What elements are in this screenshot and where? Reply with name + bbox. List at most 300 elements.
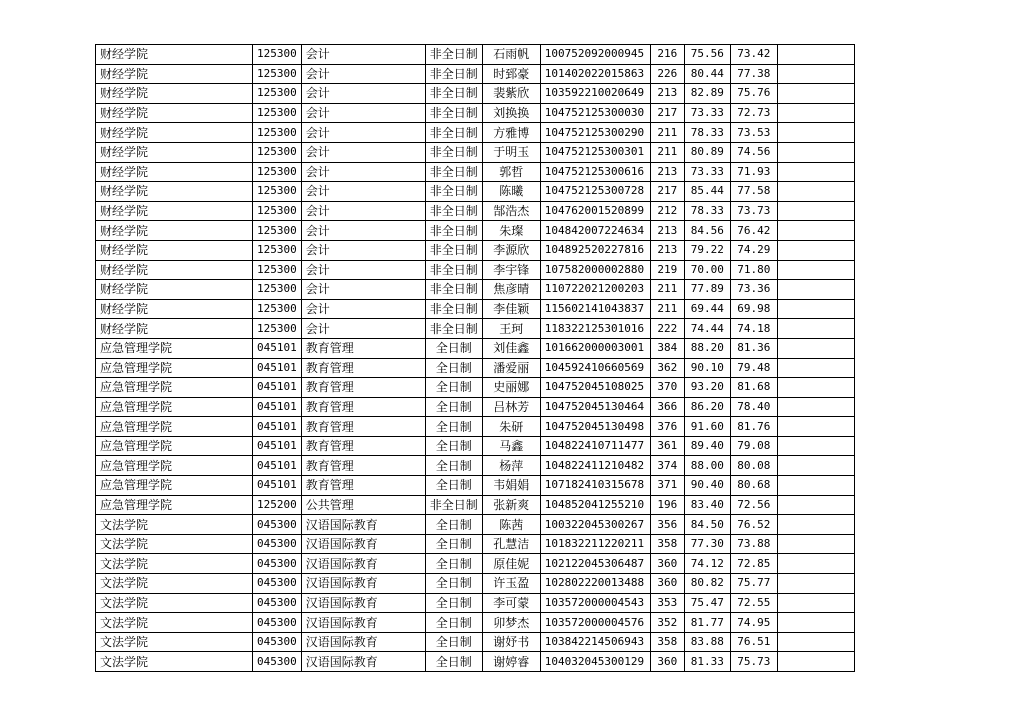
major-name-cell: 会计: [301, 103, 425, 123]
college-cell: 财经学院: [96, 45, 253, 65]
student-name-cell: 卯梦杰: [482, 613, 540, 633]
remark-cell: [777, 456, 854, 476]
initial-score-cell: 374: [650, 456, 684, 476]
remark-cell: [777, 123, 854, 143]
table-row: [96, 476, 855, 496]
interview-score-cell: 81.33: [684, 652, 730, 672]
major-code-cell: 125200: [253, 495, 302, 515]
study-mode-cell: 非全日制: [425, 319, 482, 339]
exam-id-cell: 104752125300030: [540, 103, 650, 123]
interview-score-cell: 91.60: [684, 417, 730, 437]
major-code-cell: 125300: [253, 319, 302, 339]
college-cell: 应急管理学院: [96, 378, 253, 398]
major-code-cell: 045300: [253, 593, 302, 613]
study-mode-cell: 全日制: [425, 515, 482, 535]
exam-id-cell: 104752045130464: [540, 397, 650, 417]
exam-id-cell: 101832211220211: [540, 534, 650, 554]
study-mode-cell: 非全日制: [425, 240, 482, 260]
exam-id-cell: 104032045300129: [540, 652, 650, 672]
exam-id-cell: 101402022015863: [540, 64, 650, 84]
table-row: [96, 436, 855, 456]
major-code-cell: 125300: [253, 103, 302, 123]
initial-score-cell: 371: [650, 476, 684, 496]
student-name-cell: 石雨帆: [482, 45, 540, 65]
table-row: [96, 515, 855, 535]
table-row: [96, 632, 855, 652]
major-code-cell: 045300: [253, 632, 302, 652]
remark-cell: [777, 495, 854, 515]
exam-id-cell: 104752125300728: [540, 182, 650, 202]
initial-score-cell: 352: [650, 613, 684, 633]
interview-score-cell: 86.20: [684, 397, 730, 417]
major-name-cell: 汉语国际教育: [301, 632, 425, 652]
remark-cell: [777, 260, 854, 280]
major-code-cell: 125300: [253, 142, 302, 162]
interview-score-cell: 93.20: [684, 378, 730, 398]
major-name-cell: 会计: [301, 45, 425, 65]
study-mode-cell: 非全日制: [425, 299, 482, 319]
major-name-cell: 教育管理: [301, 378, 425, 398]
table-row: [96, 397, 855, 417]
study-mode-cell: 全日制: [425, 358, 482, 378]
study-mode-cell: 非全日制: [425, 182, 482, 202]
major-name-cell: 教育管理: [301, 358, 425, 378]
remark-cell: [777, 574, 854, 594]
initial-score-cell: 384: [650, 338, 684, 358]
interview-score-cell: 90.40: [684, 476, 730, 496]
remark-cell: [777, 299, 854, 319]
major-name-cell: 会计: [301, 221, 425, 241]
major-code-cell: 125300: [253, 64, 302, 84]
table-row: [96, 554, 855, 574]
total-score-cell: 73.88: [730, 534, 777, 554]
table-row: [96, 319, 855, 339]
college-cell: 文法学院: [96, 534, 253, 554]
college-cell: 文法学院: [96, 554, 253, 574]
remark-cell: [777, 652, 854, 672]
interview-score-cell: 75.56: [684, 45, 730, 65]
interview-score-cell: 73.33: [684, 103, 730, 123]
total-score-cell: 74.18: [730, 319, 777, 339]
study-mode-cell: 全日制: [425, 593, 482, 613]
exam-id-cell: 104752125300616: [540, 162, 650, 182]
initial-score-cell: 366: [650, 397, 684, 417]
remark-cell: [777, 182, 854, 202]
major-name-cell: 汉语国际教育: [301, 554, 425, 574]
exam-id-cell: 101662000003001: [540, 338, 650, 358]
major-name-cell: 会计: [301, 299, 425, 319]
remark-cell: [777, 280, 854, 300]
table-row: [96, 182, 855, 202]
major-code-cell: 125300: [253, 123, 302, 143]
exam-id-cell: 102122045306487: [540, 554, 650, 574]
total-score-cell: 76.42: [730, 221, 777, 241]
admission-table: [95, 44, 855, 672]
exam-id-cell: 104822410711477: [540, 436, 650, 456]
major-name-cell: 教育管理: [301, 338, 425, 358]
initial-score-cell: 211: [650, 142, 684, 162]
student-name-cell: 李源欣: [482, 240, 540, 260]
total-score-cell: 81.68: [730, 378, 777, 398]
student-name-cell: 潘爱丽: [482, 358, 540, 378]
student-name-cell: 孔慧洁: [482, 534, 540, 554]
major-name-cell: 汉语国际教育: [301, 652, 425, 672]
study-mode-cell: 非全日制: [425, 45, 482, 65]
remark-cell: [777, 397, 854, 417]
major-code-cell: 045300: [253, 515, 302, 535]
college-cell: 文法学院: [96, 632, 253, 652]
exam-id-cell: 104822411210482: [540, 456, 650, 476]
total-score-cell: 69.98: [730, 299, 777, 319]
interview-score-cell: 89.40: [684, 436, 730, 456]
major-name-cell: 汉语国际教育: [301, 574, 425, 594]
major-code-cell: 125300: [253, 162, 302, 182]
remark-cell: [777, 221, 854, 241]
interview-score-cell: 74.44: [684, 319, 730, 339]
initial-score-cell: 211: [650, 123, 684, 143]
table-row: [96, 201, 855, 221]
total-score-cell: 80.68: [730, 476, 777, 496]
study-mode-cell: 全日制: [425, 456, 482, 476]
study-mode-cell: 全日制: [425, 632, 482, 652]
college-cell: 财经学院: [96, 103, 253, 123]
table-row: [96, 534, 855, 554]
total-score-cell: 74.56: [730, 142, 777, 162]
interview-score-cell: 73.33: [684, 162, 730, 182]
initial-score-cell: 361: [650, 436, 684, 456]
table-row: [96, 162, 855, 182]
college-cell: 应急管理学院: [96, 436, 253, 456]
student-name-cell: 李宇锋: [482, 260, 540, 280]
college-cell: 财经学院: [96, 64, 253, 84]
exam-id-cell: 107582000002880: [540, 260, 650, 280]
exam-id-cell: 104752045130498: [540, 417, 650, 437]
major-code-cell: 045300: [253, 613, 302, 633]
total-score-cell: 78.40: [730, 397, 777, 417]
major-name-cell: 汉语国际教育: [301, 613, 425, 633]
total-score-cell: 71.93: [730, 162, 777, 182]
college-cell: 财经学院: [96, 201, 253, 221]
study-mode-cell: 全日制: [425, 378, 482, 398]
total-score-cell: 75.73: [730, 652, 777, 672]
student-name-cell: 朱研: [482, 417, 540, 437]
total-score-cell: 79.08: [730, 436, 777, 456]
remark-cell: [777, 436, 854, 456]
major-code-cell: 045300: [253, 652, 302, 672]
total-score-cell: 77.38: [730, 64, 777, 84]
table-row: [96, 123, 855, 143]
initial-score-cell: 213: [650, 84, 684, 104]
interview-score-cell: 74.12: [684, 554, 730, 574]
total-score-cell: 73.36: [730, 280, 777, 300]
table-row: [96, 84, 855, 104]
table-row: [96, 299, 855, 319]
college-cell: 财经学院: [96, 142, 253, 162]
major-name-cell: 汉语国际教育: [301, 515, 425, 535]
table-row: [96, 652, 855, 672]
major-code-cell: 125300: [253, 221, 302, 241]
initial-score-cell: 211: [650, 299, 684, 319]
table-row: [96, 358, 855, 378]
major-code-cell: 045101: [253, 476, 302, 496]
total-score-cell: 72.85: [730, 554, 777, 574]
exam-id-cell: 107182410315678: [540, 476, 650, 496]
study-mode-cell: 非全日制: [425, 142, 482, 162]
remark-cell: [777, 417, 854, 437]
table-row: [96, 378, 855, 398]
college-cell: 应急管理学院: [96, 358, 253, 378]
initial-score-cell: 360: [650, 652, 684, 672]
study-mode-cell: 全日制: [425, 554, 482, 574]
interview-score-cell: 83.40: [684, 495, 730, 515]
major-code-cell: 045101: [253, 397, 302, 417]
table-row: [96, 142, 855, 162]
major-code-cell: 045101: [253, 378, 302, 398]
major-code-cell: 125300: [253, 280, 302, 300]
major-code-cell: 045300: [253, 574, 302, 594]
major-name-cell: 会计: [301, 182, 425, 202]
exam-id-cell: 104592410660569: [540, 358, 650, 378]
major-name-cell: 会计: [301, 319, 425, 339]
total-score-cell: 80.08: [730, 456, 777, 476]
total-score-cell: 75.76: [730, 84, 777, 104]
remark-cell: [777, 515, 854, 535]
study-mode-cell: 全日制: [425, 436, 482, 456]
table-row: [96, 45, 855, 65]
college-cell: 财经学院: [96, 280, 253, 300]
student-name-cell: 马鑫: [482, 436, 540, 456]
interview-score-cell: 70.00: [684, 260, 730, 280]
student-name-cell: 刘换换: [482, 103, 540, 123]
initial-score-cell: 362: [650, 358, 684, 378]
table-row: [96, 103, 855, 123]
study-mode-cell: 非全日制: [425, 260, 482, 280]
interview-score-cell: 69.44: [684, 299, 730, 319]
initial-score-cell: 217: [650, 182, 684, 202]
remark-cell: [777, 201, 854, 221]
remark-cell: [777, 476, 854, 496]
remark-cell: [777, 64, 854, 84]
total-score-cell: 81.76: [730, 417, 777, 437]
study-mode-cell: 非全日制: [425, 84, 482, 104]
college-cell: 应急管理学院: [96, 495, 253, 515]
college-cell: 财经学院: [96, 162, 253, 182]
study-mode-cell: 非全日制: [425, 201, 482, 221]
table-row: [96, 64, 855, 84]
interview-score-cell: 79.22: [684, 240, 730, 260]
student-name-cell: 刘佳鑫: [482, 338, 540, 358]
total-score-cell: 72.56: [730, 495, 777, 515]
initial-score-cell: 216: [650, 45, 684, 65]
exam-id-cell: 104752045108025: [540, 378, 650, 398]
table-row: [96, 221, 855, 241]
major-code-cell: 125300: [253, 182, 302, 202]
major-name-cell: 会计: [301, 84, 425, 104]
initial-score-cell: 376: [650, 417, 684, 437]
study-mode-cell: 非全日制: [425, 103, 482, 123]
major-code-cell: 045101: [253, 436, 302, 456]
major-name-cell: 会计: [301, 162, 425, 182]
initial-score-cell: 370: [650, 378, 684, 398]
interview-score-cell: 78.33: [684, 201, 730, 221]
major-code-cell: 045101: [253, 358, 302, 378]
study-mode-cell: 全日制: [425, 613, 482, 633]
study-mode-cell: 全日制: [425, 476, 482, 496]
major-code-cell: 045101: [253, 338, 302, 358]
exam-id-cell: 104752125300290: [540, 123, 650, 143]
study-mode-cell: 非全日制: [425, 280, 482, 300]
exam-id-cell: 100752092000945: [540, 45, 650, 65]
total-score-cell: 74.29: [730, 240, 777, 260]
initial-score-cell: 226: [650, 64, 684, 84]
major-name-cell: 教育管理: [301, 476, 425, 496]
major-code-cell: 125300: [253, 299, 302, 319]
student-name-cell: 时郅豪: [482, 64, 540, 84]
interview-score-cell: 90.10: [684, 358, 730, 378]
interview-score-cell: 85.44: [684, 182, 730, 202]
study-mode-cell: 全日制: [425, 417, 482, 437]
major-code-cell: 045300: [253, 554, 302, 574]
exam-id-cell: 115602141043837: [540, 299, 650, 319]
total-score-cell: 75.77: [730, 574, 777, 594]
major-code-cell: 045300: [253, 534, 302, 554]
major-name-cell: 会计: [301, 64, 425, 84]
table-row: [96, 574, 855, 594]
major-name-cell: 公共管理: [301, 495, 425, 515]
interview-score-cell: 78.33: [684, 123, 730, 143]
remark-cell: [777, 358, 854, 378]
student-name-cell: 方雅博: [482, 123, 540, 143]
major-name-cell: 汉语国际教育: [301, 593, 425, 613]
total-score-cell: 73.73: [730, 201, 777, 221]
major-code-cell: 125300: [253, 45, 302, 65]
initial-score-cell: 358: [650, 632, 684, 652]
exam-id-cell: 104762001520899: [540, 201, 650, 221]
student-name-cell: 裴紫欣: [482, 84, 540, 104]
total-score-cell: 74.95: [730, 613, 777, 633]
study-mode-cell: 非全日制: [425, 162, 482, 182]
interview-score-cell: 77.89: [684, 280, 730, 300]
remark-cell: [777, 84, 854, 104]
student-name-cell: 谢妤书: [482, 632, 540, 652]
exam-id-cell: 104852041255210: [540, 495, 650, 515]
remark-cell: [777, 534, 854, 554]
interview-score-cell: 82.89: [684, 84, 730, 104]
total-score-cell: 73.53: [730, 123, 777, 143]
major-name-cell: 会计: [301, 240, 425, 260]
study-mode-cell: 非全日制: [425, 495, 482, 515]
interview-score-cell: 81.77: [684, 613, 730, 633]
initial-score-cell: 222: [650, 319, 684, 339]
major-name-cell: 汉语国际教育: [301, 534, 425, 554]
major-code-cell: 045101: [253, 417, 302, 437]
major-name-cell: 教育管理: [301, 397, 425, 417]
initial-score-cell: 213: [650, 221, 684, 241]
table-row: [96, 495, 855, 515]
major-name-cell: 教育管理: [301, 436, 425, 456]
initial-score-cell: 358: [650, 534, 684, 554]
student-name-cell: 陈曦: [482, 182, 540, 202]
initial-score-cell: 356: [650, 515, 684, 535]
student-name-cell: 朱璨: [482, 221, 540, 241]
initial-score-cell: 196: [650, 495, 684, 515]
major-name-cell: 会计: [301, 201, 425, 221]
major-name-cell: 教育管理: [301, 456, 425, 476]
student-name-cell: 郜浩杰: [482, 201, 540, 221]
major-code-cell: 125300: [253, 240, 302, 260]
initial-score-cell: 360: [650, 574, 684, 594]
college-cell: 文法学院: [96, 593, 253, 613]
initial-score-cell: 212: [650, 201, 684, 221]
major-code-cell: 125300: [253, 84, 302, 104]
student-name-cell: 张新爽: [482, 495, 540, 515]
initial-score-cell: 217: [650, 103, 684, 123]
interview-score-cell: 80.82: [684, 574, 730, 594]
remark-cell: [777, 613, 854, 633]
interview-score-cell: 88.00: [684, 456, 730, 476]
study-mode-cell: 全日制: [425, 338, 482, 358]
student-name-cell: 李佳颖: [482, 299, 540, 319]
remark-cell: [777, 142, 854, 162]
interview-score-cell: 88.20: [684, 338, 730, 358]
initial-score-cell: 213: [650, 162, 684, 182]
college-cell: 应急管理学院: [96, 338, 253, 358]
initial-score-cell: 360: [650, 554, 684, 574]
total-score-cell: 77.58: [730, 182, 777, 202]
student-name-cell: 郭哲: [482, 162, 540, 182]
college-cell: 文法学院: [96, 515, 253, 535]
remark-cell: [777, 319, 854, 339]
student-name-cell: 原佳妮: [482, 554, 540, 574]
initial-score-cell: 353: [650, 593, 684, 613]
total-score-cell: 79.48: [730, 358, 777, 378]
total-score-cell: 72.55: [730, 593, 777, 613]
total-score-cell: 72.73: [730, 103, 777, 123]
college-cell: 财经学院: [96, 182, 253, 202]
student-name-cell: 史丽娜: [482, 378, 540, 398]
exam-id-cell: 103592210020649: [540, 84, 650, 104]
total-score-cell: 73.42: [730, 45, 777, 65]
total-score-cell: 81.36: [730, 338, 777, 358]
study-mode-cell: 全日制: [425, 397, 482, 417]
study-mode-cell: 全日制: [425, 534, 482, 554]
exam-id-cell: 103572000004576: [540, 613, 650, 633]
remark-cell: [777, 554, 854, 574]
college-cell: 应急管理学院: [96, 476, 253, 496]
exam-id-cell: 104752125300301: [540, 142, 650, 162]
remark-cell: [777, 632, 854, 652]
major-name-cell: 会计: [301, 280, 425, 300]
total-score-cell: 71.80: [730, 260, 777, 280]
major-name-cell: 会计: [301, 142, 425, 162]
table-row: [96, 280, 855, 300]
table-row: [96, 456, 855, 476]
study-mode-cell: 非全日制: [425, 123, 482, 143]
study-mode-cell: 全日制: [425, 574, 482, 594]
interview-score-cell: 83.88: [684, 632, 730, 652]
interview-score-cell: 84.56: [684, 221, 730, 241]
exam-id-cell: 100322045300267: [540, 515, 650, 535]
interview-score-cell: 80.89: [684, 142, 730, 162]
college-cell: 应急管理学院: [96, 397, 253, 417]
student-name-cell: 于明玉: [482, 142, 540, 162]
major-code-cell: 125300: [253, 260, 302, 280]
table-row: [96, 417, 855, 437]
total-score-cell: 76.51: [730, 632, 777, 652]
college-cell: 财经学院: [96, 299, 253, 319]
total-score-cell: 76.52: [730, 515, 777, 535]
exam-id-cell: 104842007224634: [540, 221, 650, 241]
